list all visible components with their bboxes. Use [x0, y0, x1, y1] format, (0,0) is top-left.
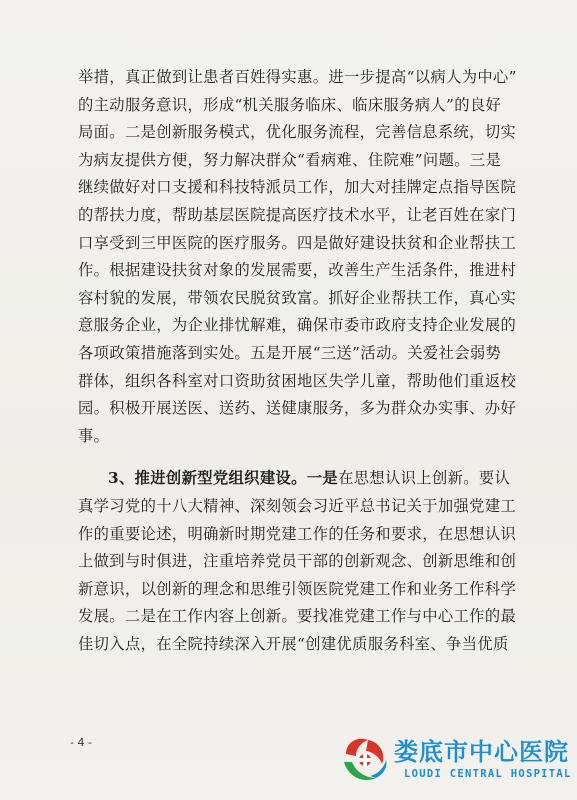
paragraph-continuation [78, 64, 517, 450]
text-line: 的帮扶力度，帮助基层医院提高医疗技术水平，让老百姓在家门 [78, 205, 517, 224]
text-line: 的主动服务意识，形成“机关服务临床、临床服务病人”的良好 [78, 95, 502, 114]
text-line: 园。积极开展送医、送药、送健康服务，多为群众办实事、办好 [78, 399, 517, 418]
text-line: 发展。二是在工作内容上创新。要找准党建工作与中心工作的最 [78, 607, 517, 626]
text-line: 意服务企业，为企业排忧解难，确保市委市政府支持企业发展的 [78, 316, 517, 335]
text-line: 各项政策措施落到实处。五是开展“三送”活动。关爱社会弱势 [78, 343, 502, 362]
hospital-emblem-icon [338, 732, 392, 786]
text-line: 事。 [78, 426, 110, 445]
section-heading-line [78, 465, 511, 493]
text-line: 局面。二是创新服务模式，优化服务流程，完善信息系统，切实 [78, 123, 517, 142]
text-line: 为病友提供方便，努力解决群众“看病难、住院难”问题。三是 [78, 150, 502, 169]
text-line: 举措，真正做到让患者百姓得实惠。进一步提高“以病人为中心” [78, 68, 517, 86]
text-line: 群体，组织各科室对口资助贫困地区失学儿童，帮助他们重返校 [78, 371, 517, 390]
document-body [78, 64, 517, 658]
text-line: 作的重要论述，明确新时期党建工作的任务和要求，在思想认识 [78, 524, 517, 543]
section-3 [78, 465, 517, 658]
text-line: 容村貌的发展，带领农民脱贫致富。抓好企业帮扶工作，真心实 [78, 288, 517, 307]
text-line: 作。根据建设扶贫对象的发展需要，改善生产生活条件，推进村 [78, 261, 517, 280]
logo-name-cn: 娄底市中心医院 [394, 738, 569, 766]
text-line: 新意识，以创新的理念和思维引领医院党建工作和业务工作科学 [78, 579, 517, 598]
first-point-label: 一是 [306, 469, 339, 488]
text-span: 在思想认识上创新。要认 [338, 469, 511, 488]
logo-name-en: LOUDI CENTRAL HOSPITAL [404, 768, 572, 780]
text-line: 上做到与时俱进，注重培养党员干部的创新观念、创新思维和创 [78, 552, 517, 571]
hospital-logo [338, 728, 570, 794]
text-line: 继续做好对口支援和科技特派员工作，加大对挂牌定点指导医院 [78, 178, 517, 197]
section-heading: 3、推进创新型党组织建设。 [108, 469, 307, 488]
page-number: - 4 - [70, 736, 92, 749]
text-line: 真学习党的十八大精神、深刻领会习近平总书记关于加强党建工 [78, 496, 517, 515]
text-line: 佳切入点，在全院持续深入开展“创建优质服务科室、争当优质 [78, 634, 509, 653]
text-line: 口享受到三甲医院的医疗服务。四是做好建设扶贫和企业帮扶工 [78, 233, 517, 252]
